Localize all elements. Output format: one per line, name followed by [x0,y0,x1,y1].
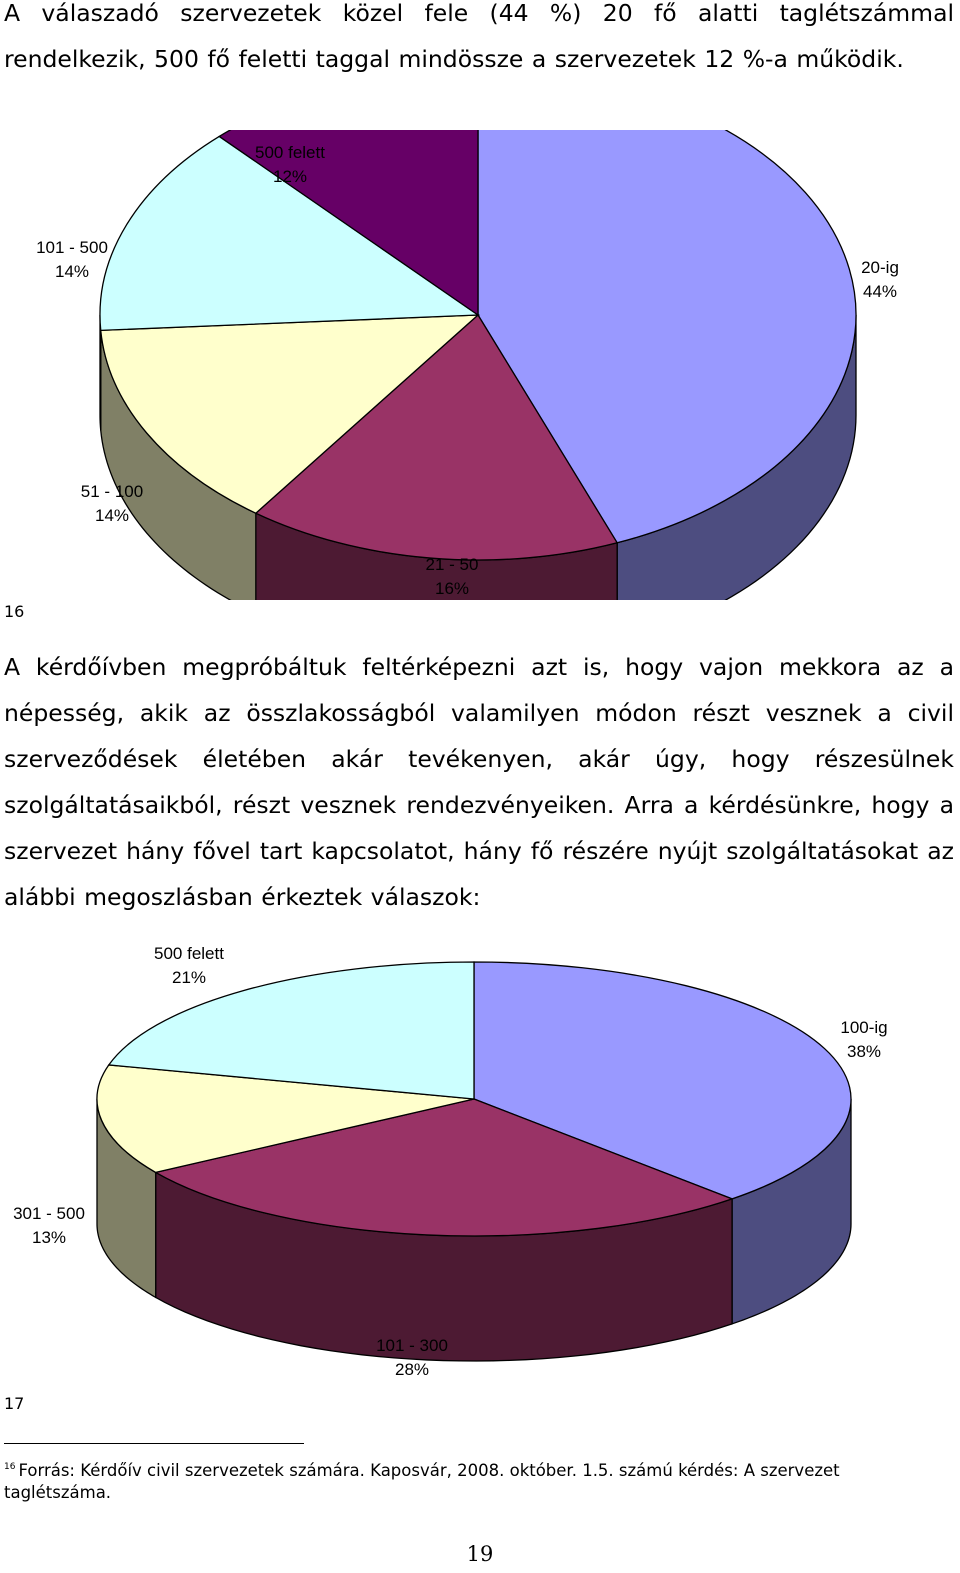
pie-slice-label [13,1204,85,1247]
body-paragraph: A kérdőívben megpróbáltuk feltérképezni azt is, hogy vajon mekkora az a népesség, akik az összlakosságból valamilyen módon részt vesznek a civil szerveződések életében akár tevékenyen, akár úgy, hogy részesülnek szolgáltatásaikból, részt vesznek rendezvényeiken. Arra a kérdésünkre, hogy a szervezet hány fővel tart kapcsolatot, hány fő részére nyújt szolgáltatásokat az alábbi megoszlásban érkeztek válaszok: [4,653,954,911]
slice-percent-label: 12% [272,167,308,186]
page-number: 19 [466,1542,494,1566]
pie-top-faces [97,962,851,1236]
pie-slice-label [36,238,108,281]
pie-slice-label [840,1018,887,1061]
slice-percent-label: 13% [31,1228,67,1247]
slice-category-label: 20-ig [861,258,899,277]
slice-category-label: 101 - 300 [376,1336,448,1355]
slice-percent-label: 21% [171,968,207,987]
chart-footnote-marker: 17 [4,1394,25,1413]
slice-percent-label: 28% [394,1360,430,1379]
footnote-text: Forrás: Kérdőív civil szervezetek számára. Kaposvár, 2008. október. 1.5. számú kérdés: A szervezet taglétszáma. [4,1461,840,1502]
footnote-separator [4,1443,304,1444]
slice-category-label: 301 - 500 [13,1204,85,1223]
slice-category-label: 500 felett [154,944,224,963]
contacts-pie-chart [0,932,960,1392]
pie-slice-label [861,258,899,301]
pie-slice-label [154,944,224,987]
slice-percent-label: 44% [862,282,898,301]
slice-percent-label: 16% [434,579,470,598]
footnote [4,1456,944,1504]
slice-percent-label: 14% [94,506,130,525]
chart-footnote-marker: 16 [4,602,25,621]
slice-category-label: 51 - 100 [80,482,144,501]
intro-paragraph: A válaszadó szervezetek közel fele (44 %) 20 fő alatti taglétszámmal rendelkezik, 500 fő feletti taggal mindössze a szervezetek 12 %-a működik. [4,0,954,73]
footnote-mark: 16 [4,1462,16,1472]
slice-category-label: 101 - 500 [36,238,108,257]
membership-pie-chart [0,130,960,600]
slice-category-label: 500 felett [255,143,325,162]
slice-percent-label: 38% [846,1042,882,1061]
slice-category-label: 100-ig [840,1018,888,1037]
slice-percent-label: 14% [54,262,90,281]
slice-category-label: 21 - 50 [425,555,479,574]
